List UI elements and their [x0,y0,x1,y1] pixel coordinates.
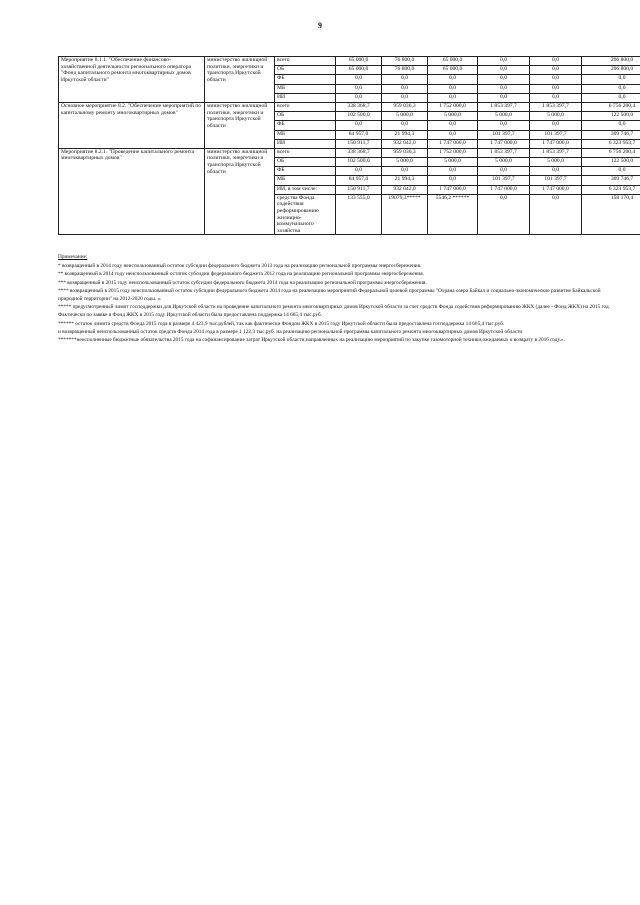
amount-cell: 76 800,0 [382,57,428,66]
amount-cell: 1 747 000,0 [478,185,530,194]
amount-cell: 932 042,0 [382,185,428,194]
funding-source-cell: ФБ [275,121,336,130]
amount-cell: 0,0 [428,84,478,93]
table-row [59,102,640,111]
amount-cell: 0,0 [478,93,530,102]
amount-cell: 65 000,0 [428,66,478,75]
amount-cell: 0,0 [530,121,582,130]
amount-cell: 206 800,0 [582,66,640,75]
funding-source-cell: ФБ [275,167,336,176]
executor-cell: министерство жилищной политики, энергетики и транспорта Иркутской области [205,102,275,148]
footnote-item: **** возвращенный в 2015 году неиспользованный остаток субсидии федерального бюджета 2014 года на реализацию мероприятий Федеральной целевой программы "Охрана озера Байкал и социально-экономическое развитие Байкальской природной территории" на 2012-2020 годы. ». [58,287,601,303]
amount-cell: 0,0 [382,75,428,84]
amount-cell: 150 911,7 [336,139,382,148]
amount-cell: 0,0 [428,130,478,139]
amount-cell: 0,0 [336,167,382,176]
amount-cell: 1 747 000,0 [478,139,530,148]
amount-cell: 0,0 [382,167,428,176]
amount-cell: 0,0 [582,121,640,130]
amount-cell: 0,0 [530,66,582,75]
amount-cell: 959 036,3 [382,102,428,111]
amount-cell: 5 000,0 [382,112,428,121]
amount-cell: 0,0 [478,121,530,130]
amount-cell: 338 368,7 [336,102,382,111]
amount-cell: 1 747 000,0 [428,139,478,148]
funding-source-cell: ИИ [275,93,336,102]
amount-cell: 158 170,4 [582,194,640,235]
amount-cell: 0,0 [428,176,478,185]
funding-source-cell: ФБ [275,75,336,84]
funding-source-cell: МБ [275,84,336,93]
footnote-item: ****** остаток лимита средств Фонда 2015 года в размере 4 423,9 тыс.рублей, так как фактически Фондом ЖКХ в 2015 году Иркутской области была предоставлена господдержка 14 665,4 тыс.руб. [58,320,505,327]
page-number: 9 [318,21,322,30]
funding-source-cell: МБ [275,176,336,185]
funding-source-cell: ИИ, в том числе: [275,185,336,194]
footnote-item: ** возвращенный в 2014 году неиспользованный остаток субсидии федерального бюджета 2012 года на реализацию региональной программы энергосбережения. [58,271,425,278]
amount-cell: 0,0 [478,75,530,84]
amount-cell: 0,0 [336,75,382,84]
amount-cell: 84 957,0 [336,130,382,139]
funding-source-cell: МБ [275,130,336,139]
amount-cell: 0,0 [428,167,478,176]
amount-cell: 932 042,0 [382,139,428,148]
amount-cell: 0,0 [582,167,640,176]
funding-source-cell: всего [275,102,336,111]
amount-cell: 0,0 [478,66,530,75]
amount-cell: 0,0 [382,121,428,130]
amount-cell: 0,0 [382,84,428,93]
amount-cell: 0,0 [428,121,478,130]
amount-cell: 6 756 200,4 [582,148,640,157]
measure-name-cell: Основное мероприятие 8.2. "Обеспечение мероприятий по капитальному ремонту многоквартирных домов" [59,102,205,148]
funding-source-cell: всего [275,148,336,157]
amount-cell: 1 752 000,0 [428,102,478,111]
amount-cell: 21 994,3 [382,176,428,185]
amount-cell: 5 000,0 [428,158,478,167]
amount-cell: 1 752 000,0 [428,148,478,157]
amount-cell: 5 000,0 [530,158,582,167]
amount-cell: 133 555,0 [336,194,382,235]
footnote-item: ***** предусмотренный лимит господдержки для Иркутской области на проведение капитального ремонта многоквартирных домов Иркутской области за счет средств Фонда содействия реформированию ЖКХ (далее - Фонд ЖКХ) на 2015 год. Фактически по заявке в Фонд ЖКХ в 2015 году Иркутской области была предоставлена поддержка 14 665,4 тыс.руб. [58,304,611,319]
amount-cell: 5 000,0 [478,158,530,167]
amount-cell: 65 000,0 [428,57,478,66]
amount-cell: 1 853 397,7 [530,102,582,111]
amount-cell: 6 756 200,4 [582,102,640,111]
amount-cell: 0,0 [582,84,640,93]
executor-cell: министерство жилищной политики, энергетики и транспорта Иркутской области [205,57,275,103]
amount-cell: 5546,2 ****** [428,194,478,235]
footnote-item: и возвращенный неиспользованный остаток средств Фонда 2014 года в размере 1 122,3 тыс.руб. на реализацию региональной программы капитального ремонта многоквартирных домов Иркутской области [58,328,523,335]
footnotes [58,253,622,344]
measure-name-cell: Мероприятие 8.2.1. "Проведение капитального ремонта многоквартирных домов" [59,148,205,235]
amount-cell: 102 500,0 [336,112,382,121]
funding-source-cell: ИИ [275,139,336,148]
amount-cell: 76 800,0 [382,66,428,75]
amount-cell: 0,0 [530,93,582,102]
amount-cell: 338 368,7 [336,148,382,157]
amount-cell: 1 747 000,0 [530,139,582,148]
amount-cell: 21 994,3 [382,130,428,139]
amount-cell: 0,0 [428,93,478,102]
amount-cell: 0,0 [336,84,382,93]
amount-cell: 102 500,0 [336,158,382,167]
amount-cell: 101 397,7 [530,130,582,139]
footnotes-title: Примечание: [58,254,88,260]
amount-cell: 1 853 397,7 [530,148,582,157]
amount-cell: 0,0 [428,75,478,84]
amount-cell: 959 036,3 [382,148,428,157]
footnote-item: *******неисполненные бюджетные обязательства 2015 года на софинансирование затрат Иркутской области,направленных на реализацию мероприятий по закупке газомоторной техники,ожидаемых к возврату в 2016 году.». [58,337,565,344]
funding-source-cell: ОБ [275,158,336,167]
amount-cell: 150 911,7 [336,185,382,194]
amount-cell: 1 747 000,0 [530,185,582,194]
amount-cell: 5 000,0 [382,158,428,167]
funding-source-cell: средства Фонда содействия реформированию жилищно-коммунального хозяйства [275,194,336,235]
amount-cell: 122 500,0 [582,158,640,167]
amount-cell: 5 000,0 [530,112,582,121]
amount-cell: 1 747 000,0 [428,185,478,194]
executor-cell: министерство жилищной политики, энергетики и транспорта Иркутской области [205,148,275,235]
amount-cell: 0,0 [530,194,582,235]
amount-cell: 5 000,0 [428,112,478,121]
amount-cell: 0,0 [530,84,582,93]
amount-cell: 206 800,0 [582,57,640,66]
amount-cell: 0,0 [478,194,530,235]
amount-cell: 0,0 [582,75,640,84]
footnote-item: *** возвращенный в 2015 году неиспользованный остаток субсидии федерального бюджета 2014 года на реализацию региональной программы энергосбережения. [58,279,427,286]
amount-cell: 0,0 [478,167,530,176]
amount-cell: 0,0 [382,93,428,102]
amount-cell: 0,0 [478,84,530,93]
amount-cell: 1 853 397,7 [478,148,530,157]
amount-cell: 101 397,7 [530,176,582,185]
table-row [59,148,640,157]
amount-cell: 6 323 953,7 [582,139,640,148]
amount-cell: 0,0 [336,93,382,102]
amount-cell: 5 000,0 [478,112,530,121]
amount-cell: 122 500,0 [582,112,640,121]
table-row [59,57,640,66]
amount-cell: 65 000,0 [336,66,382,75]
amount-cell: 0,0 [478,57,530,66]
measure-name-cell: Мероприятие 8.1.1. "Обеспечение финансово-хозяйственной деятельности регионального оператора "Фонд капитального ремонта многоквартирных домов Иркутской области" [59,57,205,103]
funding-source-cell: ОБ [275,66,336,75]
amount-cell: 0,0 [530,75,582,84]
budget-table [58,56,640,235]
amount-cell: 309 746,7 [582,130,640,139]
amount-cell: 84 957,0 [336,176,382,185]
amount-cell: 101 397,7 [478,130,530,139]
amount-cell: 1 853 397,7 [478,102,530,111]
amount-cell: 19079,3***** [382,194,428,235]
amount-cell: 6 323 953,7 [582,185,640,194]
amount-cell: 101 397,7 [478,176,530,185]
footnote-item: * возвращенный в 2014 году неиспользованный остаток субсидии федерального бюджета 2013 года на реализацию региональной программы энергосбережения. [58,263,422,270]
amount-cell: 0,0 [530,57,582,66]
amount-cell: 65 000,0 [336,57,382,66]
amount-cell: 0,0 [530,167,582,176]
amount-cell: 0,0 [336,121,382,130]
amount-cell: 0,0 [582,93,640,102]
funding-source-cell: ОБ [275,112,336,121]
funding-source-cell: всего [275,57,336,66]
amount-cell: 309 746,7 [582,176,640,185]
